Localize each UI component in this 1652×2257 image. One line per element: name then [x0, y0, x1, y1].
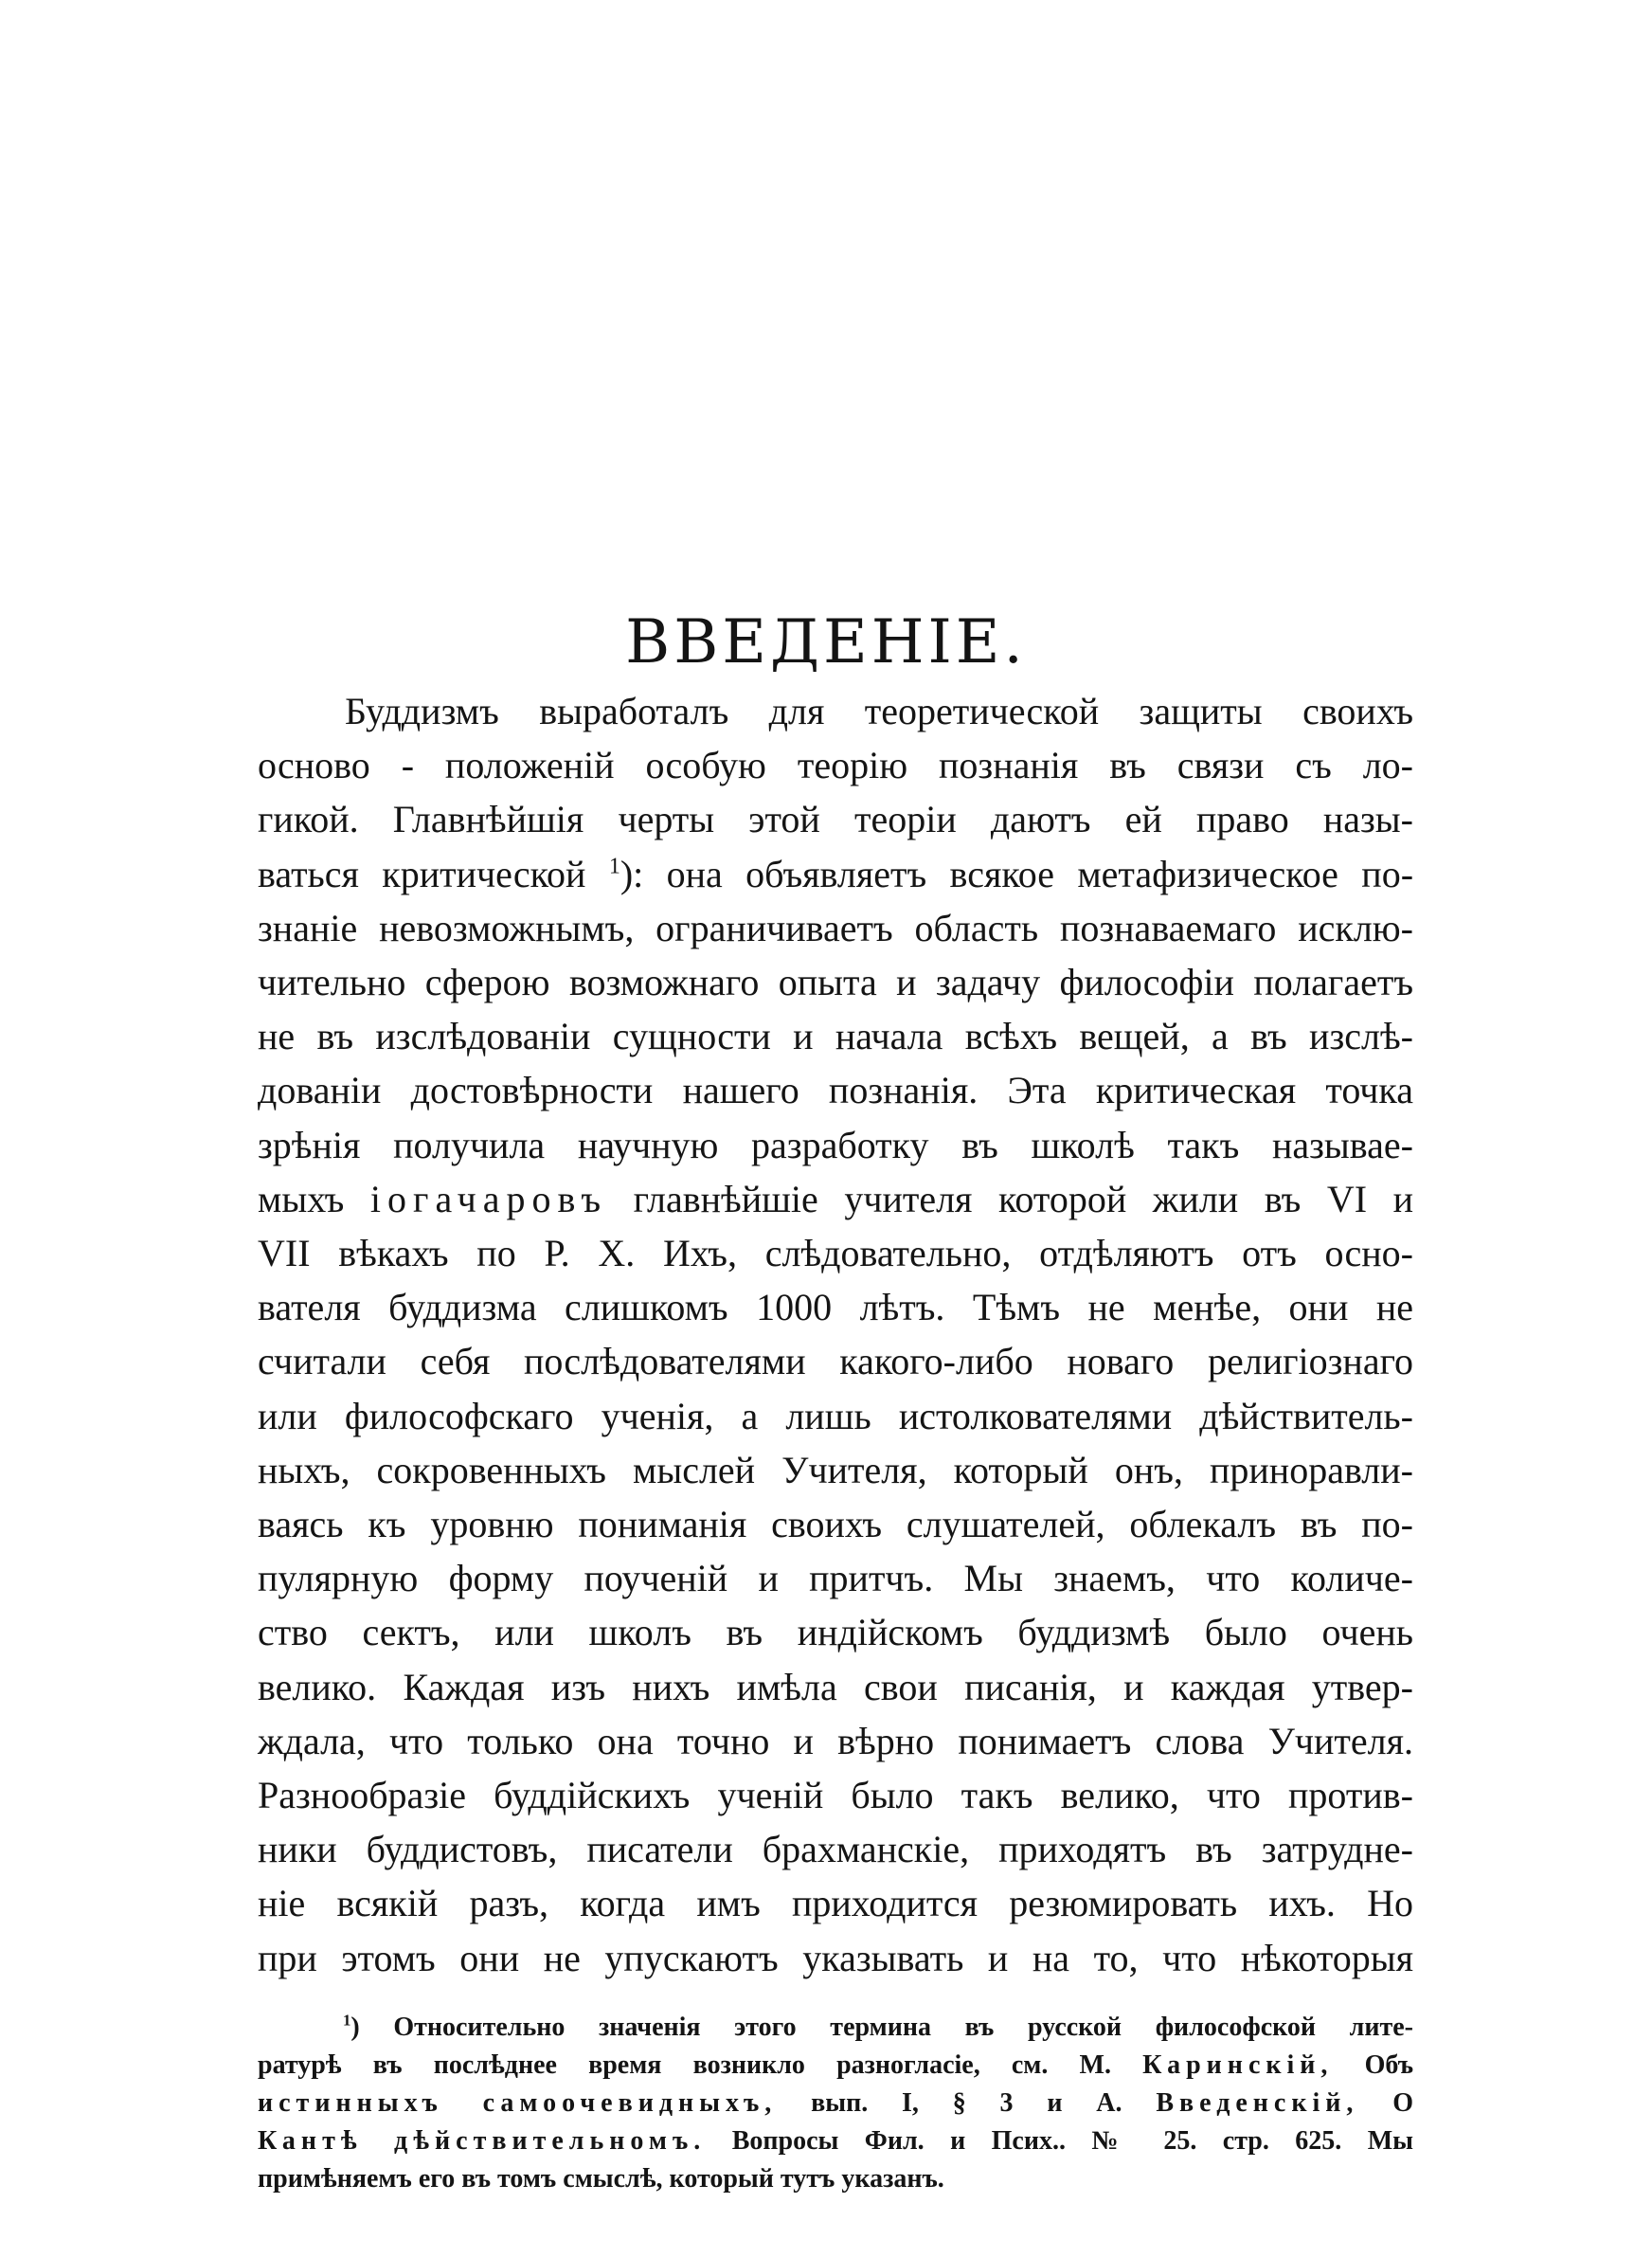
text-line: VII вѣкахъ по Р. Х. Ихъ, слѣдовательно, отдѣляютъ отъ осно-: [258, 1232, 1413, 1275]
footnote-line: [258, 2009, 1413, 2047]
text-line: ныхъ, сокровенныхъ мыслей Учителя, который онъ, приноравли-: [258, 1448, 1413, 1491]
text-line: ваясь къ уровню пониманія своихъ слушателей, облекалъ въ по-: [258, 1503, 1413, 1546]
text-segment: ) Относительно значенія этого термина въ русской философской лите-: [350, 2013, 1413, 2042]
text-line: дованіи достовѣрности нашего познанія. Эта критическая точка: [258, 1069, 1413, 1112]
text-line: ніе всякій разъ, когда имъ приходится резюмировать ихъ. Но: [258, 1882, 1413, 1925]
text-line: ники буддистовъ, писатели брахманскіе, приходятъ въ затрудне-: [258, 1828, 1413, 1871]
text-segment: ратурѣ въ послѣднее время возникло разногласіе, см. М.: [258, 2050, 1111, 2080]
text-segment: ваться критической: [258, 852, 586, 895]
text-line: или философскаго ученія, а лишь истолкователями дѣйствитель-: [258, 1394, 1413, 1437]
footnote-line: примѣняемъ его въ томъ смыслѣ, который тутъ указанъ.: [258, 2164, 944, 2194]
main-text: [258, 684, 1413, 1985]
text-line: [258, 847, 1413, 901]
text-segment: главнѣйшіе учителя которой жили въ VI и: [633, 1177, 1414, 1220]
text-segment: Вопросы Фил. и Псих.. № 25. стр. 625. Мы: [731, 2126, 1414, 2156]
text-line: [258, 1172, 1413, 1226]
spaced-author: Введенскій,: [1156, 2088, 1359, 2118]
text-line: велико. Каждая изъ нихъ имѣла свои писанія, и каждая утвер-: [258, 1665, 1413, 1708]
text-line: вателя буддизма слишкомъ 1000 лѣтъ. Тѣмъ не менѣе, они не: [258, 1286, 1413, 1329]
text-line: считали себя послѣдователями какого-либо новаго религіознаго: [258, 1340, 1413, 1383]
text-line: зрѣнія получила научную разработку въ школѣ такъ называе-: [258, 1123, 1413, 1166]
text-segment: ): она объявляетъ всякое метафизическое по-: [620, 852, 1414, 895]
text-line: ждала, что только она точно и вѣрно понимаетъ слова Учителя.: [258, 1719, 1413, 1762]
footnote: [258, 2009, 1413, 2198]
footnote-number: 1: [343, 2011, 351, 2030]
text-line: не въ изслѣдованіи сущности и начала всѣхъ вещей, а въ изслѣ-: [258, 1015, 1413, 1058]
text-line: ство сектъ, или школъ въ индійскомъ буддизмѣ было очень: [258, 1611, 1413, 1654]
text-line: Буддизмъ выработалъ для теоретической защиты своихъ: [345, 690, 1413, 732]
spaced-term: іогачаровъ: [369, 1177, 608, 1220]
text-line: Разнообразіе буддійскихъ ученій было такъ велико, что против-: [258, 1774, 1413, 1817]
footnote-line: [258, 2047, 1413, 2085]
spaced-author: Каринскій,: [1142, 2050, 1334, 2080]
text-line: осново - положеній особую теорію познанія въ связи съ ло-: [258, 744, 1413, 787]
spaced-title: истинныхъ самоочевидныхъ,: [258, 2088, 778, 2118]
footnote-line: [258, 2085, 1413, 2122]
spaced-title: Кантѣ дѣйствительномъ.: [258, 2126, 707, 2156]
chapter-heading: ВВЕДЕНІЕ.: [625, 606, 1027, 677]
text-segment: Объ: [1364, 2050, 1414, 2080]
footnote-marker: 1: [608, 854, 620, 879]
text-line: при этомъ они не упускаютъ указывать и на то, что нѣкоторыя: [258, 1936, 1413, 1979]
text-line: пулярную форму поученій и притчъ. Мы знаемъ, что количе-: [258, 1557, 1413, 1600]
text-line: чительно сферою возможнаго опыта и задачу философіи полагаетъ: [258, 961, 1413, 1004]
text-line: знаніе невозможнымъ, ограничиваетъ область познаваемаго исклю-: [258, 906, 1413, 949]
text-segment: мыхъ: [258, 1177, 345, 1220]
text-segment: О: [1392, 2088, 1413, 2118]
footnote-line: [258, 2122, 1413, 2160]
text-line: гикой. Главнѣйшія черты этой теоріи даютъ ей право назы-: [258, 798, 1413, 841]
text-segment: вып. I, § 3 и А.: [811, 2088, 1122, 2118]
